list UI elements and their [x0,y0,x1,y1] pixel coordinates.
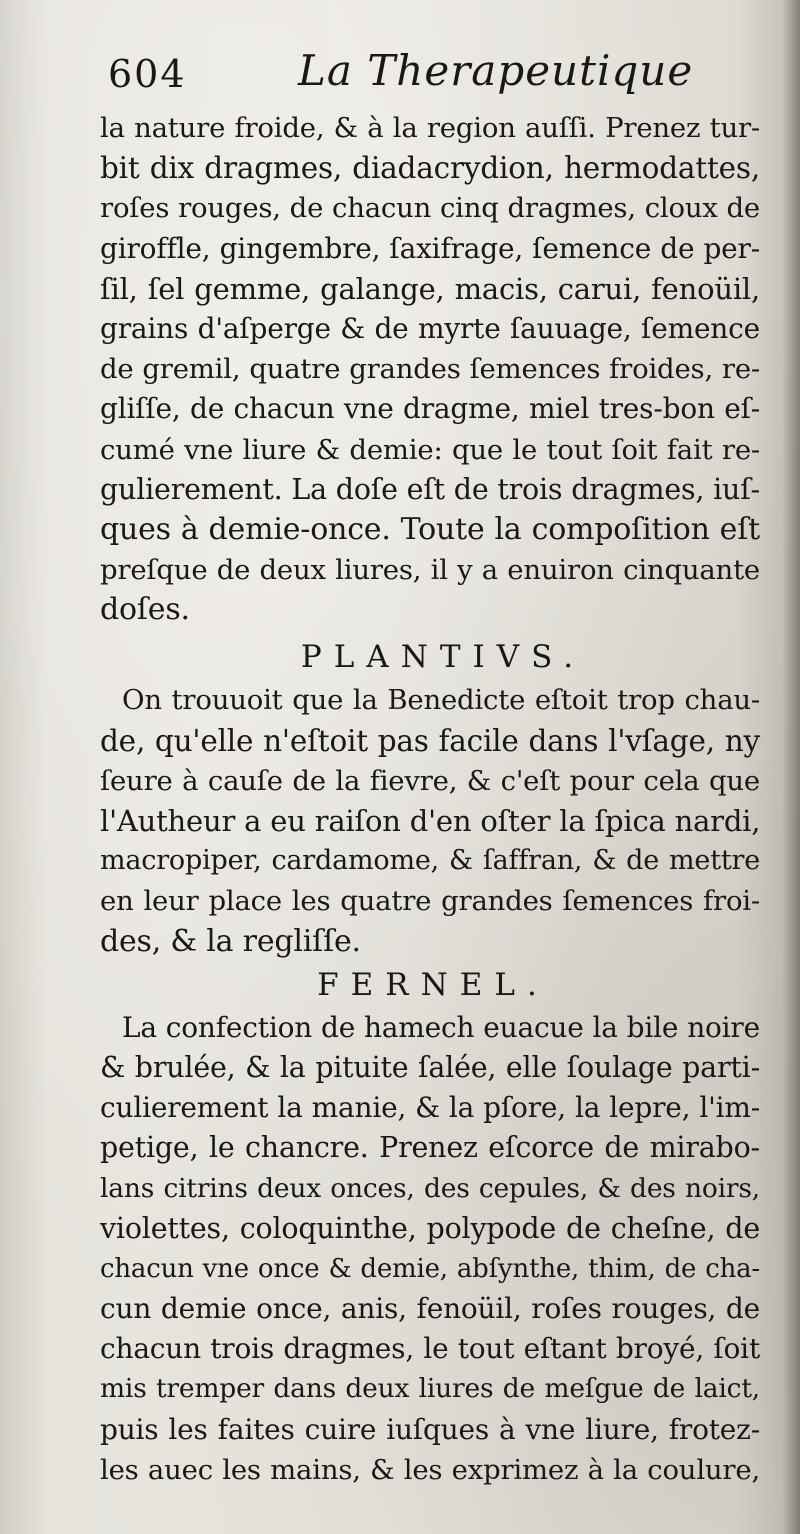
text-line: la nature froide, & à la region auſſi. Prenez tur- [100,112,760,144]
text-line: roſes rouges, de chacun cinq dragmes, cloux de [100,192,760,225]
body-text [100,108,760,1490]
text-line: violettes, coloquinthe, polypode de cheſne, de [100,1211,760,1245]
text-line: grains d'aſperge & de myrte ſauuage, ſemence [100,311,760,345]
text-line: mis tremper dans deux liures de meſgue de laict, [100,1373,760,1405]
text-line: preſque de deux liures, il y a enuiron cinquante [100,554,760,587]
text-line: chacun vne once & demie, abſynthe, thim, de cha- [100,1253,760,1284]
text-line: lans citrins deux onces, des cepules, & des noirs, [100,1172,760,1204]
text-line: giroffle, gingembre, ſaxifrage, ſemence de per- [100,231,760,265]
text-line: puis les faites cuire iuſques à vne liure, frotez- [100,1412,760,1446]
paragraph-recipe [100,108,760,630]
page-number: 604 [108,52,187,96]
text-line: & brulée, & la pituite ſalée, elle ſoulage parti- [100,1050,760,1084]
text-line: bit dix dragmes, diadacrydion, hermodattes, [100,151,760,186]
section-heading-fernel: FERNEL. [317,966,549,1003]
section-heading-plantius: PLANTIVS. [300,639,586,676]
paragraph-fernel [100,1008,760,1490]
paragraph-plantius [100,680,760,961]
text-line: cumé vne liure & demie: que le tout ſoit fait re- [100,433,760,466]
text-line: les auec les mains, & les exprimez à la coulure, [100,1453,760,1486]
text-line: ſeure à cauſe de la fievre, & c'eſt pour cela que [100,764,760,797]
text-line: en leur place les quatre grandes ſemences froi- [100,885,760,918]
text-line: gulierement. La doſe eſt de trois dragmes, iuſ- [100,472,760,506]
text-line: l'Autheur a eu raiſon d'en oſter la ſpica nardi, [100,804,761,838]
page-header [108,46,748,106]
text-line: La confection de hamech euacue la bile noire [122,1010,760,1044]
text-line: de gremil, quatre grandes ſemences froides, re- [100,353,760,386]
text-line: culierement la manie, & la pſore, la lepre, l'im- [100,1091,760,1125]
text-line: petige, le chancre. Prenez eſcorce de mirabo- [100,1131,760,1165]
text-line: doſes. [100,592,190,628]
text-line: gliſſe, de chacun vne dragme, miel tres-bon eſ- [100,392,760,426]
text-line: On trouuoit que la Benedicte eſtoit trop chau- [122,684,760,717]
text-line: chacun trois dragmes, le tout eſtant broyé, ſoit [100,1332,760,1366]
text-line: ques à demie-once. Toute la compoſition eſt [100,511,760,547]
text-line: cun demie once, anis, fenoüil, roſes rouges, de [100,1292,760,1326]
running-title: La Therapeutique [298,46,694,95]
text-line: macropiper, cardamome, & ſaffran, & de mettre [100,845,760,877]
text-line: ſil, ſel gemme, galange, macis, carui, fenoüil, [100,271,760,306]
page-gutter-shadow [782,0,800,1534]
text-line: de, qu'elle n'eſtoit pas facile dans l'vſage, ny [100,723,760,758]
text-line: des, & la regliſſe. [100,923,361,959]
